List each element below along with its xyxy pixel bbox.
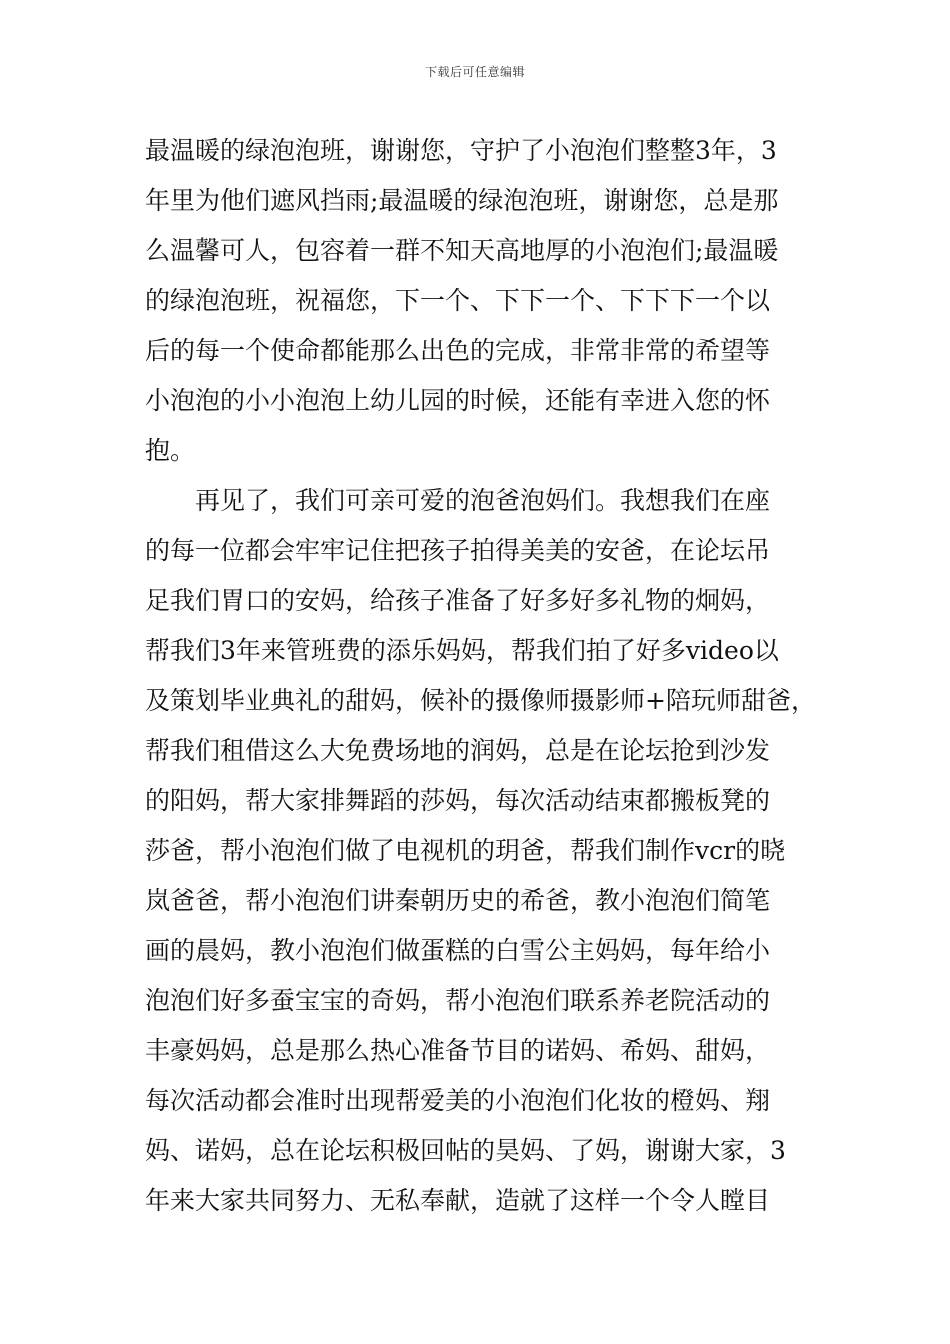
text-line: 再见了，我们可亲可爱的泡爸泡妈们。我想我们在座 — [145, 486, 771, 515]
text-line: 年里为他们遮风挡雨;最温暖的绿泡泡班，谢谢您，总是那 — [145, 186, 779, 215]
text-line: 画的晨妈，教小泡泡们做蛋糕的白雪公主妈妈，每年给小 — [145, 936, 771, 965]
text-line: 岚爸爸，帮小泡泡们讲秦朝历史的希爸，教小泡泡们简笔 — [145, 886, 771, 915]
text-line: 抱。 — [145, 436, 196, 465]
page-header: 下载后可任意编辑 — [424, 65, 525, 79]
text-line: 后的每一个使命都能那么出色的完成，非常非常的希望等 — [145, 336, 771, 365]
text-line: 帮我们租借这么大免费场地的润妈，总是在论坛抢到沙发 — [145, 736, 771, 765]
text-line: 的每一位都会牢牢记住把孩子拍得美美的安爸，在论坛吊 — [145, 536, 771, 565]
text-line: 莎爸，帮小泡泡们做了电视机的玥爸，帮我们制作vcr的晓 — [145, 836, 786, 865]
text-line: 帮我们3年来管班费的添乐妈妈，帮我们拍了好多video以 — [145, 636, 779, 665]
text-line: 每次活动都会准时出现帮爱美的小泡泡们化妆的橙妈、翔 — [145, 1086, 771, 1115]
text-line: 小泡泡的小小泡泡上幼儿园的时候，还能有幸进入您的怀 — [145, 386, 771, 415]
text-line: 及策划毕业典礼的甜妈，候补的摄像师摄影师+陪玩师甜爸， — [145, 686, 816, 715]
paragraph-2 — [145, 476, 830, 1226]
text-line: 妈、诺妈，总在论坛积极回帖的昊妈、了妈，谢谢大家，3 — [145, 1136, 786, 1165]
paragraph-1 — [145, 126, 830, 476]
text-line: 么温馨可人，包容着一群不知天高地厚的小泡泡们;最温暖 — [145, 236, 779, 265]
text-line: 最温暖的绿泡泡班，谢谢您，守护了小泡泡们整整3年，3 — [145, 136, 777, 165]
text-line: 泡泡们好多蚕宝宝的奇妈，帮小泡泡们联系养老院活动的 — [145, 986, 771, 1015]
text-line: 的绿泡泡班，祝福您，下一个、下下一个、下下下一个以 — [145, 286, 771, 315]
text-line: 的阳妈，帮大家排舞蹈的莎妈，每次活动结束都搬板凳的 — [145, 786, 771, 815]
text-line: 足我们胃口的安妈，给孩子准备了好多好多礼物的炯妈， — [145, 586, 771, 615]
document-body — [145, 126, 830, 1226]
text-line: 年来大家共同努力、无私奉献，造就了这样一个令人瞠目 — [145, 1186, 771, 1215]
text-line: 丰豪妈妈，总是那么热心准备节目的诺妈、希妈、甜妈， — [145, 1036, 771, 1065]
